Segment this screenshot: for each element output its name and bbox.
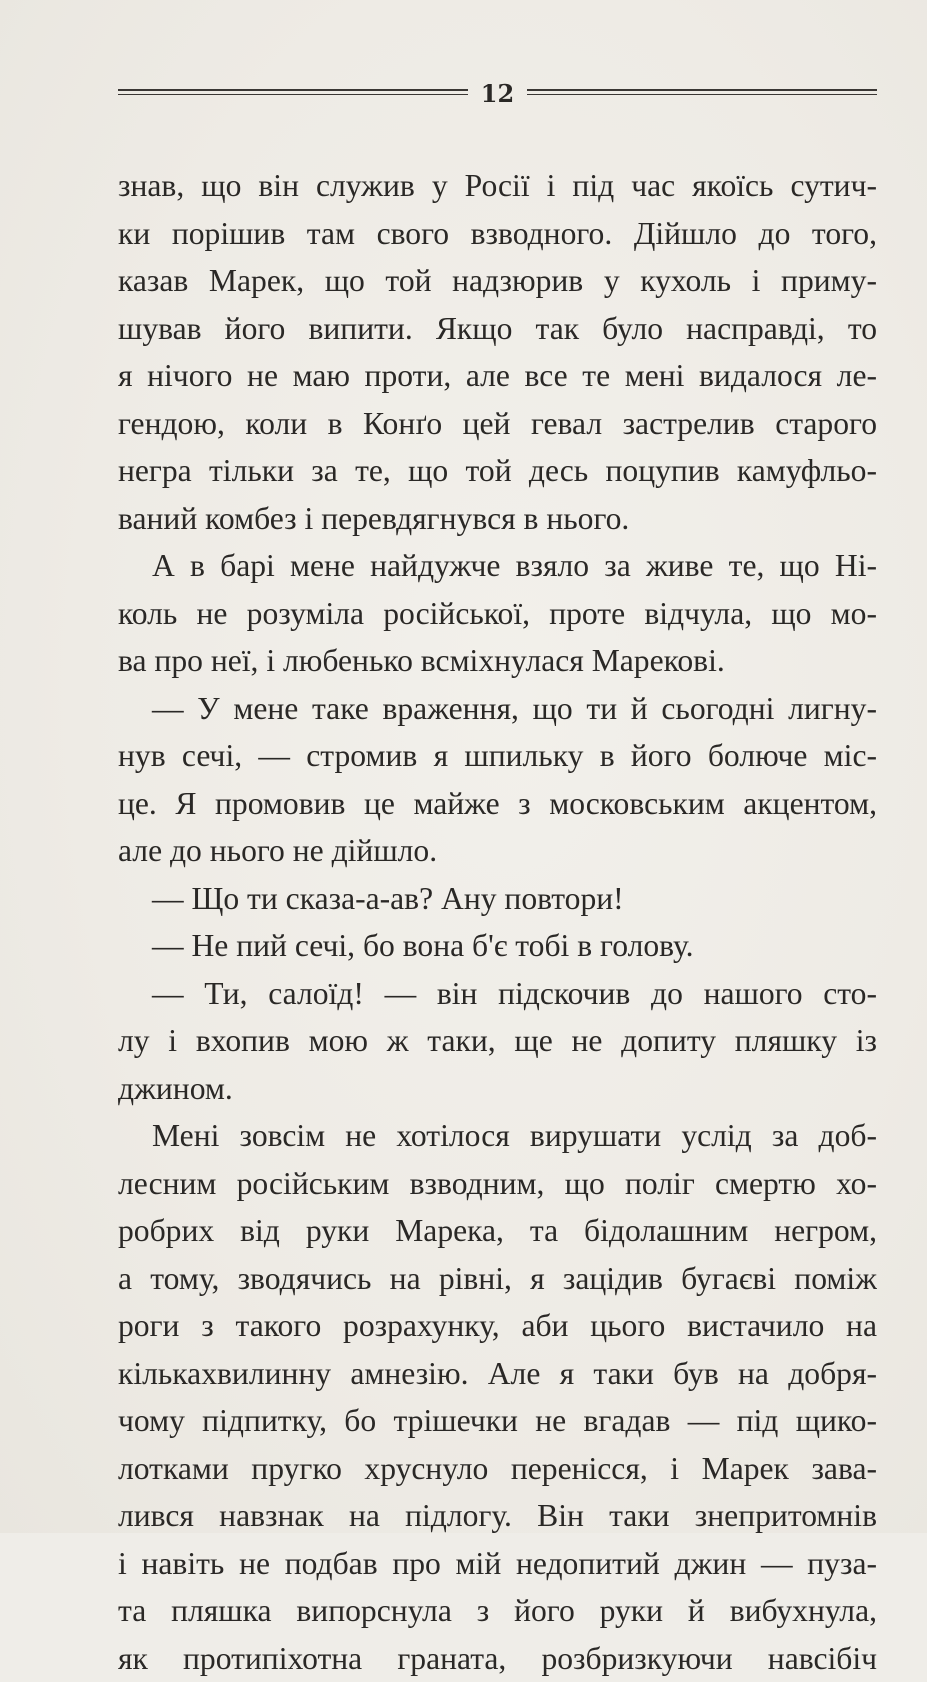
text-line: нув сечі, — стромив я шпильку в його болюче міс-	[118, 732, 877, 780]
text-line: шував його випити. Якщо так було насправді, то	[118, 305, 877, 353]
text-line: А в барі мене найдужче взяло за живе те, що Ні-	[118, 542, 877, 590]
text-line: як протипіхотна граната, розбризкуючи навсібіч	[118, 1635, 877, 1682]
text-line: ва про неї, і любенько всміхнулася Марекові.	[118, 637, 877, 685]
text-line: гендою, коли в Конґо цей гевал застрелив старого	[118, 400, 877, 448]
header-rule-left	[118, 89, 468, 95]
text-line: я нічого не маю проти, але все те мені видалося ле-	[118, 352, 877, 400]
page-number: 12	[468, 76, 527, 112]
text-line: Мені зовсім не хотілося вирушати услід за доб-	[118, 1112, 877, 1160]
running-header	[118, 76, 877, 112]
text-line: кількахвилинну амнезію. Але я таки був на добря-	[118, 1350, 877, 1398]
text-line: — Ти, салоїд! — він підскочив до нашого сто-	[118, 970, 877, 1018]
text-line: лотками пругко хруснуло перенісся, і Марек зава-	[118, 1445, 877, 1493]
text-line: негра тільки за те, що той десь поцупив камуфльо-	[118, 447, 877, 495]
text-line: ваний комбез і перевдягнувся в нього.	[118, 495, 877, 543]
text-line: коль не розуміла російської, проте відчула, що мо-	[118, 590, 877, 638]
text-line: джином.	[118, 1065, 877, 1113]
text-line: але до нього не дійшло.	[118, 827, 877, 875]
text-line: та пляшка випорснула з його руки й вибухнула,	[118, 1587, 877, 1635]
body-text	[118, 162, 877, 1682]
text-line: ки порішив там свого взводного. Дійшло до того,	[118, 210, 877, 258]
text-line: лесним російським взводним, що поліг смертю хо-	[118, 1160, 877, 1208]
text-line: — У мене таке враження, що ти й сьогодні лигну-	[118, 685, 877, 733]
text-line: роги з такого розрахунку, аби цього вистачило на	[118, 1302, 877, 1350]
text-line: робрих від руки Марека, та бідолашним негром,	[118, 1207, 877, 1255]
text-line: а тому, зводячись на рівні, я зацідив бугаєві поміж	[118, 1255, 877, 1303]
header-rule-right	[527, 89, 877, 95]
text-line: лився навзнак на підлогу. Він таки знепритомнів	[118, 1492, 877, 1540]
text-line: чому підпитку, бо трішечки не вгадав — під щико-	[118, 1397, 877, 1445]
text-line: і навіть не подбав про мій недопитий джин — пуза-	[118, 1540, 877, 1588]
text-line: — Не пий сечі, бо вона б'є тобі в голову.	[118, 922, 877, 970]
text-line: казав Марек, що той надзюрив у кухоль і приму-	[118, 257, 877, 305]
text-line: це. Я промовив це майже з московським акцентом,	[118, 780, 877, 828]
text-line: — Що ти сказа-а-ав? Ану повтори!	[118, 875, 877, 923]
text-line: лу і вхопив мою ж таки, ще не допиту пляшку із	[118, 1017, 877, 1065]
text-line: знав, що він служив у Росії і під час якоїсь сутич-	[118, 162, 877, 210]
